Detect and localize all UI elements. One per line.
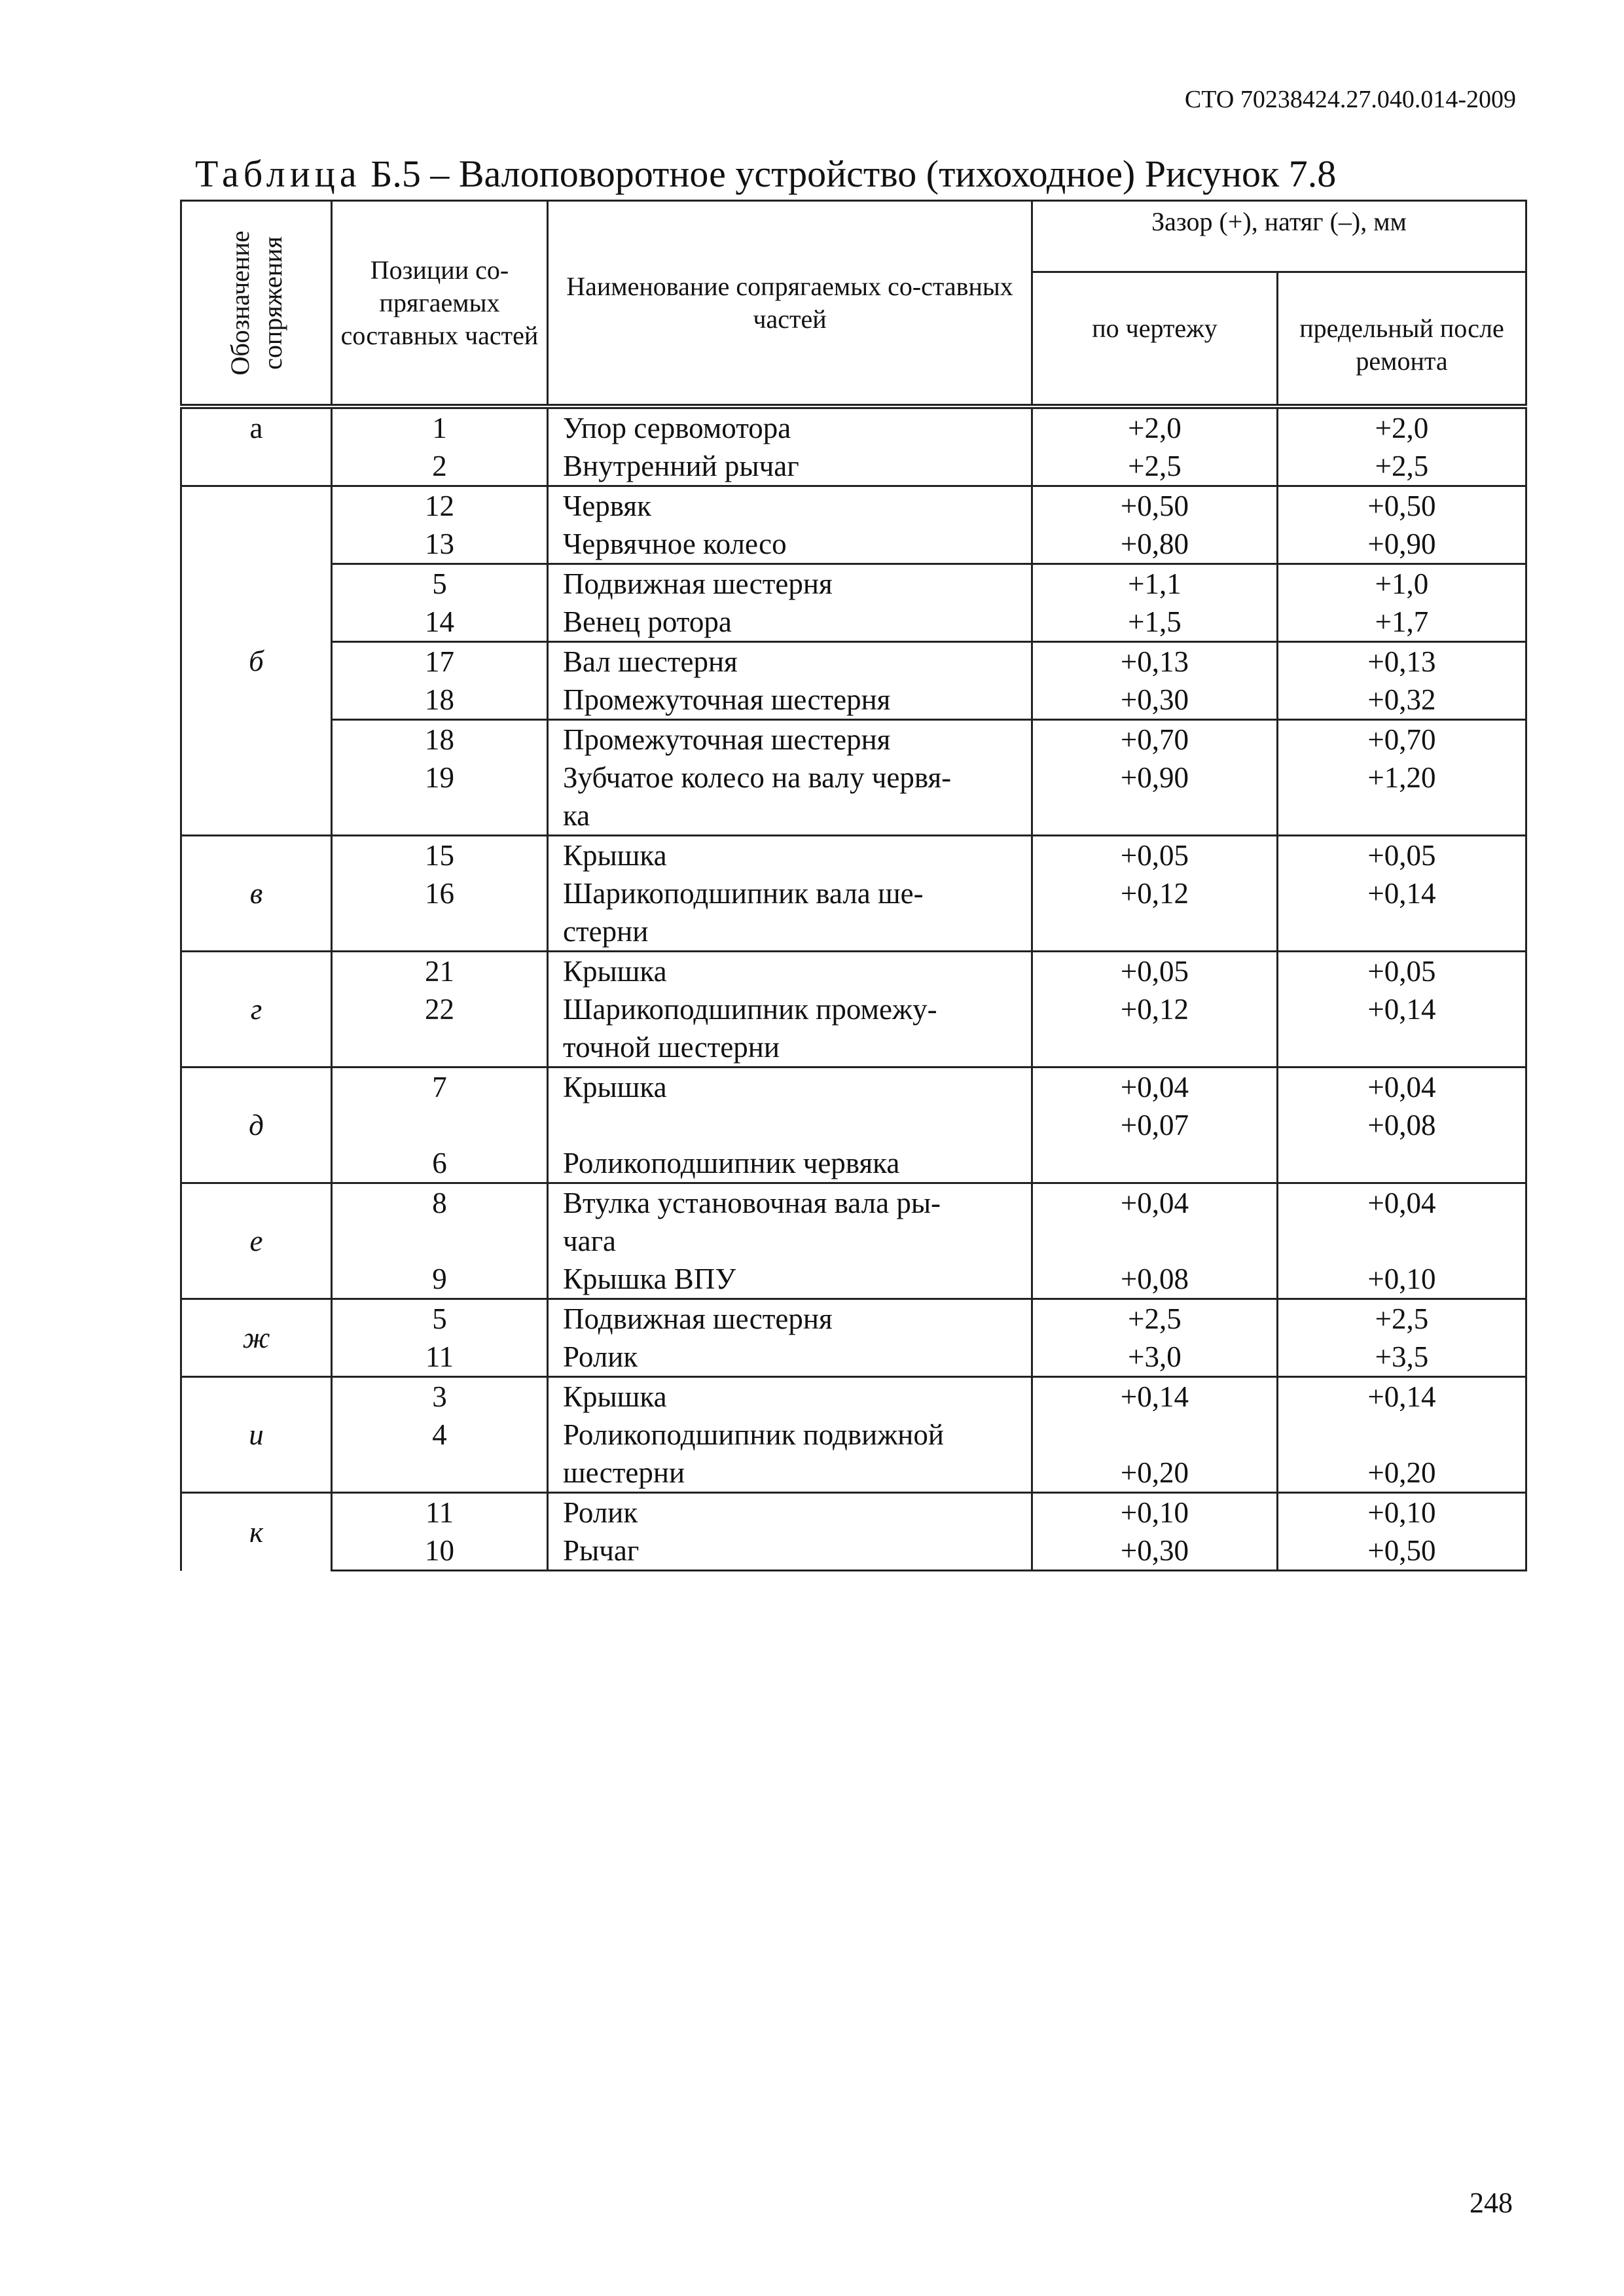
table-row <box>181 990 1526 1028</box>
position-cell: 15 <box>332 836 548 875</box>
gap-limit-cell: +0,04 <box>1278 1067 1526 1107</box>
table-row <box>181 564 1526 603</box>
part-name-cell: Червячное колесо <box>548 525 1032 564</box>
gap-limit-cell: +0,14 <box>1278 1377 1526 1416</box>
table-row <box>181 1144 1526 1183</box>
table-row <box>181 1183 1526 1223</box>
gap-drawing-cell <box>1032 1222 1278 1260</box>
position-cell: 8 <box>332 1183 548 1223</box>
gap-drawing-cell: +0,70 <box>1032 720 1278 759</box>
part-name-cell: Крышка ВПУ <box>548 1260 1032 1299</box>
table-row <box>181 406 1526 447</box>
gap-limit-cell: +0,10 <box>1278 1260 1526 1299</box>
part-name-cell: ка <box>548 797 1032 836</box>
gap-drawing-cell: +2,5 <box>1032 447 1278 486</box>
table-row <box>181 1377 1526 1416</box>
position-cell: 1 <box>332 406 548 447</box>
part-name-cell: Подвижная шестерня <box>548 1299 1032 1338</box>
gap-limit-cell: +0,04 <box>1278 1183 1526 1223</box>
designation-cell: в <box>181 836 332 952</box>
table-row <box>181 1454 1526 1493</box>
document-code: СТО 70238424.27.040.014-2009 <box>1184 86 1516 113</box>
gap-drawing-cell: +0,04 <box>1032 1183 1278 1223</box>
header-designation <box>181 201 332 407</box>
gap-drawing-cell: +0,30 <box>1032 1532 1278 1571</box>
part-name-cell: Крышка <box>548 952 1032 991</box>
gap-limit-cell: +0,14 <box>1278 874 1526 912</box>
table-body <box>181 406 1526 1571</box>
gap-drawing-cell: +3,0 <box>1032 1338 1278 1377</box>
gap-drawing-cell <box>1032 1416 1278 1454</box>
table-row <box>181 1299 1526 1338</box>
table-row <box>181 836 1526 875</box>
table-row <box>181 1532 1526 1571</box>
gap-limit-cell: +3,5 <box>1278 1338 1526 1377</box>
position-cell: 12 <box>332 486 548 526</box>
part-name-cell: точной шестерни <box>548 1028 1032 1067</box>
position-cell: 6 <box>332 1144 548 1183</box>
table-row <box>181 1106 1526 1144</box>
gap-limit-cell: +2,5 <box>1278 1299 1526 1338</box>
position-cell: 9 <box>332 1260 548 1299</box>
table-row <box>181 797 1526 836</box>
part-name-cell: стерни <box>548 912 1032 952</box>
gap-drawing-cell: +0,14 <box>1032 1377 1278 1416</box>
position-cell: 21 <box>332 952 548 991</box>
part-name-cell: Упор сервомотора <box>548 406 1032 447</box>
gap-drawing-cell: +1,5 <box>1032 603 1278 642</box>
part-name-cell: Крышка <box>548 836 1032 875</box>
position-cell <box>332 912 548 952</box>
header-by-drawing: по чертежу <box>1032 272 1278 407</box>
gap-limit-cell: +0,90 <box>1278 525 1526 564</box>
gap-drawing-cell: +1,1 <box>1032 564 1278 603</box>
position-cell: 4 <box>332 1416 548 1454</box>
part-name-cell: Венец ротора <box>548 603 1032 642</box>
part-name-cell: Крышка <box>548 1377 1032 1416</box>
part-name-cell: Роликоподшипник червяка <box>548 1144 1032 1183</box>
part-name-cell: Вал шестерня <box>548 642 1032 681</box>
table-row <box>181 525 1526 564</box>
gap-limit-cell: +1,20 <box>1278 759 1526 797</box>
position-cell: 3 <box>332 1377 548 1416</box>
gap-drawing-cell: +0,05 <box>1032 952 1278 991</box>
header-names: Наименование сопрягаемых со-ставных частей <box>548 201 1032 407</box>
gap-drawing-cell: +0,07 <box>1032 1106 1278 1144</box>
table-row <box>181 1067 1526 1107</box>
part-name-cell: Шарикоподшипник вала ше- <box>548 874 1032 912</box>
gap-limit-cell: +2,0 <box>1278 406 1526 447</box>
table-row <box>181 1493 1526 1532</box>
part-name-cell: Зубчатое колесо на валу червя- <box>548 759 1032 797</box>
position-cell: 13 <box>332 525 548 564</box>
gap-drawing-cell: +0,80 <box>1032 525 1278 564</box>
header-designation-text: Обозначение сопряжения <box>225 230 287 376</box>
part-name-cell: Втулка установочная вала ры- <box>548 1183 1032 1223</box>
designation-cell: к <box>181 1493 332 1571</box>
gap-drawing-cell: +0,12 <box>1032 990 1278 1028</box>
part-name-cell: чага <box>548 1222 1032 1260</box>
table-row <box>181 486 1526 526</box>
gap-drawing-cell: +0,08 <box>1032 1260 1278 1299</box>
position-cell: 22 <box>332 990 548 1028</box>
position-cell: 7 <box>332 1067 548 1107</box>
gap-limit-cell: +0,50 <box>1278 486 1526 526</box>
position-cell <box>332 1106 548 1144</box>
position-cell: 10 <box>332 1532 548 1571</box>
gap-drawing-cell: +0,20 <box>1032 1454 1278 1493</box>
gap-drawing-cell: +2,0 <box>1032 406 1278 447</box>
table-row <box>181 1260 1526 1299</box>
gap-drawing-cell <box>1032 1144 1278 1183</box>
part-name-cell <box>548 1106 1032 1144</box>
table-row <box>181 874 1526 912</box>
position-cell: 18 <box>332 681 548 720</box>
part-name-cell: Шарикоподшипник промежу- <box>548 990 1032 1028</box>
table-row <box>181 681 1526 720</box>
header-positions: Позиции со-прягаемых составных частей <box>332 201 548 407</box>
part-name-cell: Ролик <box>548 1338 1032 1377</box>
designation-cell: ж <box>181 1299 332 1377</box>
gap-limit-cell: +0,05 <box>1278 952 1526 991</box>
position-cell: 5 <box>332 1299 548 1338</box>
table-title <box>195 152 1336 196</box>
table-row <box>181 603 1526 642</box>
position-cell <box>332 797 548 836</box>
table-row <box>181 1222 1526 1260</box>
designation-cell: и <box>181 1377 332 1493</box>
gap-limit-cell: +1,7 <box>1278 603 1526 642</box>
gap-limit-cell <box>1278 1144 1526 1183</box>
position-cell: 11 <box>332 1338 548 1377</box>
gap-drawing-cell: +0,05 <box>1032 836 1278 875</box>
designation-cell: е <box>181 1183 332 1299</box>
gap-drawing-cell: +0,30 <box>1032 681 1278 720</box>
part-name-cell: Рычаг <box>548 1532 1032 1571</box>
table-row <box>181 952 1526 991</box>
gap-limit-cell <box>1278 1222 1526 1260</box>
designation-cell: а <box>181 406 332 486</box>
gap-limit-cell: +0,05 <box>1278 836 1526 875</box>
table-row <box>181 1338 1526 1377</box>
designation-cell: б <box>181 486 332 836</box>
part-name-cell: Подвижная шестерня <box>548 564 1032 603</box>
gap-limit-cell: +0,32 <box>1278 681 1526 720</box>
part-name-cell: Промежуточная шестерня <box>548 681 1032 720</box>
part-name-cell: шестерни <box>548 1454 1032 1493</box>
position-cell: 2 <box>332 447 548 486</box>
gap-drawing-cell: +2,5 <box>1032 1299 1278 1338</box>
position-cell <box>332 1454 548 1493</box>
part-name-cell: Крышка <box>548 1067 1032 1107</box>
designation-cell: д <box>181 1067 332 1183</box>
gap-drawing-cell <box>1032 1028 1278 1067</box>
gap-drawing-cell: +0,12 <box>1032 874 1278 912</box>
position-cell: 18 <box>332 720 548 759</box>
part-name-cell: Ролик <box>548 1493 1032 1532</box>
table-row <box>181 447 1526 486</box>
position-cell <box>332 1222 548 1260</box>
position-cell: 11 <box>332 1493 548 1532</box>
gap-limit-cell: +0,50 <box>1278 1532 1526 1571</box>
part-name-cell: Промежуточная шестерня <box>548 720 1032 759</box>
position-cell: 17 <box>332 642 548 681</box>
table-row <box>181 912 1526 952</box>
gap-drawing-cell <box>1032 797 1278 836</box>
position-cell: 16 <box>332 874 548 912</box>
gap-drawing-cell: +0,13 <box>1032 642 1278 681</box>
gap-limit-cell <box>1278 1028 1526 1067</box>
position-cell: 19 <box>332 759 548 797</box>
gap-limit-cell: +0,20 <box>1278 1454 1526 1493</box>
gap-drawing-cell: +0,10 <box>1032 1493 1278 1532</box>
gap-limit-cell <box>1278 1416 1526 1454</box>
page-number: 248 <box>1470 2187 1513 2219</box>
gap-drawing-cell <box>1032 912 1278 952</box>
gap-limit-cell: +0,08 <box>1278 1106 1526 1144</box>
gap-drawing-cell: +0,50 <box>1032 486 1278 526</box>
table-row <box>181 1416 1526 1454</box>
part-name-cell: Червяк <box>548 486 1032 526</box>
position-cell: 5 <box>332 564 548 603</box>
gap-limit-cell: +2,5 <box>1278 447 1526 486</box>
position-cell: 14 <box>332 603 548 642</box>
gap-limit-cell: +0,70 <box>1278 720 1526 759</box>
header-gap-group: Зазор (+), натяг (–), мм <box>1032 201 1526 272</box>
table-row <box>181 759 1526 797</box>
gap-limit-cell: +1,0 <box>1278 564 1526 603</box>
header-limit-after-repair: предельный после ремонта <box>1278 272 1526 407</box>
part-name-cell: Роликоподшипник подвижной <box>548 1416 1032 1454</box>
gap-drawing-cell: +0,90 <box>1032 759 1278 797</box>
gap-limit-cell: +0,13 <box>1278 642 1526 681</box>
gap-limit-cell <box>1278 912 1526 952</box>
table-title-label: Таблица <box>195 152 361 195</box>
table-row <box>181 1028 1526 1067</box>
position-cell <box>332 1028 548 1067</box>
table-row <box>181 642 1526 681</box>
mating-parts-table <box>180 200 1527 1571</box>
gap-limit-cell <box>1278 797 1526 836</box>
gap-drawing-cell: +0,04 <box>1032 1067 1278 1107</box>
table-row <box>181 720 1526 759</box>
designation-cell: г <box>181 952 332 1067</box>
gap-limit-cell: +0,14 <box>1278 990 1526 1028</box>
part-name-cell: Внутренний рычаг <box>548 447 1032 486</box>
gap-limit-cell: +0,10 <box>1278 1493 1526 1532</box>
table-title-text: Б.5 – Валоповоротное устройство (тихоходное) Рисунок 7.8 <box>370 152 1337 195</box>
